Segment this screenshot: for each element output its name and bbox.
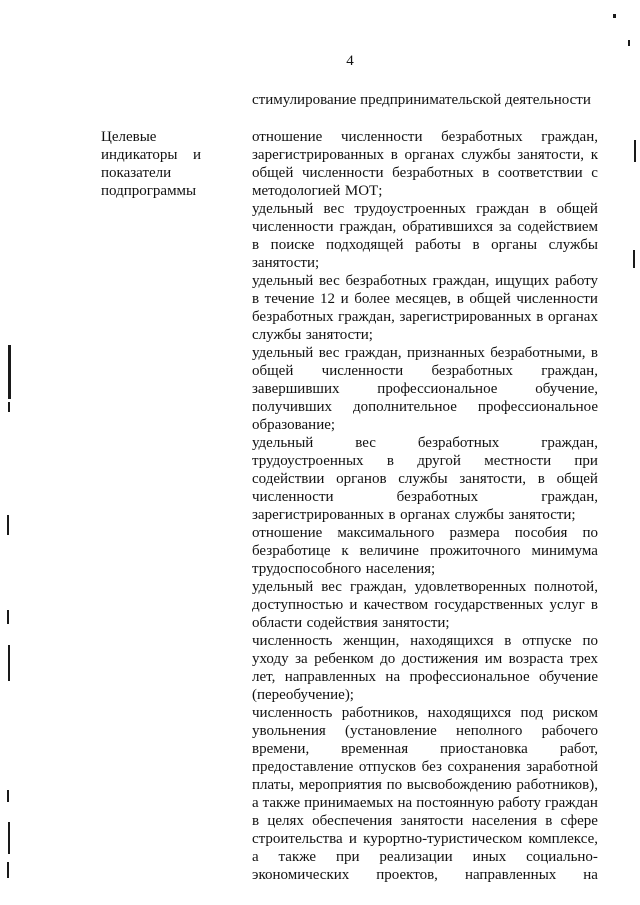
word: численности — [252, 219, 334, 235]
word: в — [456, 291, 464, 307]
word: граждан, — [541, 435, 598, 451]
text-line — [252, 722, 598, 740]
text-line — [252, 560, 598, 578]
word: с — [591, 165, 598, 181]
text-line — [252, 704, 598, 722]
word: реализации — [379, 849, 453, 865]
word: местности — [484, 453, 552, 469]
word: граждан, — [541, 489, 598, 505]
word: общей — [556, 471, 598, 487]
word: уходу — [252, 651, 289, 667]
word: лет, — [252, 669, 276, 685]
word: удельный — [252, 273, 314, 289]
word: приостановка — [440, 741, 528, 757]
word: получивших — [252, 399, 333, 415]
word: течение — [264, 291, 315, 307]
word: на — [385, 669, 401, 685]
word: обеспечения — [312, 813, 393, 829]
word: иных — [472, 849, 507, 865]
word: индикаторы — [101, 147, 178, 163]
word: направленных — [284, 669, 377, 685]
word: службы — [398, 471, 448, 487]
word: к — [590, 147, 598, 163]
word: в — [252, 813, 260, 829]
word: занятости; — [305, 327, 373, 343]
scan-mark — [8, 345, 11, 399]
word: зарегистрированных — [252, 147, 385, 163]
word: и — [192, 147, 201, 163]
word: занятости — [400, 813, 464, 829]
word: содействия — [306, 615, 378, 631]
word: безработных — [441, 129, 523, 145]
word: подпрограммы — [101, 183, 197, 199]
word: безработных — [396, 489, 479, 505]
word: населения; — [365, 561, 436, 577]
word: Целевые — [101, 129, 157, 145]
word: до — [380, 651, 396, 667]
word: удельный — [252, 345, 314, 361]
word: проектов, — [376, 867, 438, 883]
word: общей — [252, 363, 294, 379]
text-line — [252, 686, 598, 704]
word: отпуске — [522, 633, 572, 649]
word: в — [390, 147, 398, 163]
word: на — [583, 867, 598, 883]
text-line — [252, 452, 598, 470]
word: службы — [252, 327, 302, 343]
word: занятости, — [517, 147, 584, 163]
word: численности — [340, 129, 423, 145]
text-line — [252, 344, 598, 362]
word: вес — [355, 435, 376, 451]
word: находящихся — [427, 705, 512, 721]
word: строительства — [252, 831, 343, 847]
word: увольнения — [252, 723, 326, 739]
section-label-line — [101, 164, 201, 182]
word: в — [252, 291, 260, 307]
text-line — [252, 776, 598, 794]
word: возраста — [508, 651, 564, 667]
word: в — [539, 201, 547, 217]
word: постоянную — [416, 795, 494, 811]
text-line — [252, 866, 598, 884]
word: численности — [321, 363, 404, 379]
text-line — [252, 308, 598, 326]
word: предоставление — [252, 759, 354, 775]
word: в — [536, 309, 544, 325]
word: численность — [252, 705, 333, 721]
text-line — [252, 740, 598, 758]
word: 12 — [320, 291, 336, 307]
word: в — [504, 633, 512, 649]
word: безработных — [417, 435, 500, 451]
word: граждан, — [338, 309, 395, 325]
word: граждан, — [432, 273, 490, 289]
word: работу — [555, 273, 598, 289]
section-label-line — [101, 146, 201, 164]
word: безработных — [431, 363, 513, 379]
text-line — [252, 398, 598, 416]
word: рабочего — [541, 723, 598, 739]
word: курортно-туристическом — [363, 831, 523, 847]
word: государственных — [434, 597, 544, 613]
scan-mark — [633, 250, 635, 268]
text-line — [252, 218, 598, 236]
word: по — [386, 777, 403, 793]
word: соответствии — [497, 165, 583, 181]
word: МОТ; — [344, 183, 383, 199]
word: по — [582, 525, 598, 541]
word: по — [582, 633, 598, 649]
text-line — [252, 128, 598, 146]
word: численности — [301, 165, 384, 181]
word: максимального — [337, 525, 435, 541]
text-line — [252, 146, 598, 164]
word: высвобождению — [406, 777, 512, 793]
word: размера — [449, 525, 500, 541]
word: работников, — [341, 705, 419, 721]
word: граждан, — [541, 129, 598, 145]
word: удельный — [252, 579, 314, 595]
word: показатели — [101, 165, 172, 181]
text-line — [252, 434, 598, 452]
word: граждан — [544, 795, 598, 811]
word: в — [472, 237, 480, 253]
word: общей — [469, 291, 511, 307]
text-line — [252, 794, 598, 812]
word: в — [386, 453, 394, 469]
word: под — [520, 705, 544, 721]
word: безработных — [252, 309, 334, 325]
section-label-line — [101, 128, 201, 146]
word: временная — [341, 741, 409, 757]
word: профессиональное — [477, 399, 598, 415]
word: экономических — [252, 867, 350, 883]
word: сфере — [560, 813, 598, 829]
word: неполного — [456, 723, 523, 739]
word: службы — [548, 237, 598, 253]
word: признанных — [407, 345, 485, 361]
word: отношение — [252, 129, 323, 145]
text-line — [252, 164, 598, 182]
word: граждан, — [349, 579, 407, 595]
text-line — [252, 362, 598, 380]
word: мероприятия — [298, 777, 382, 793]
text-line — [252, 488, 598, 506]
word: зарегистрированных — [399, 309, 532, 325]
word: удельный — [252, 201, 314, 217]
word: величине — [359, 543, 419, 559]
word: населения — [471, 813, 537, 829]
word: обучение, — [535, 381, 598, 397]
word: достижения — [401, 651, 479, 667]
word: также — [278, 849, 317, 865]
word: профессиональное — [409, 669, 530, 685]
text-line — [252, 650, 598, 668]
word: заработной — [526, 759, 598, 775]
text-line — [252, 614, 598, 632]
word: к — [341, 543, 349, 559]
word: занятости, — [459, 471, 527, 487]
word: вес — [323, 201, 345, 217]
word: сохранения — [447, 759, 521, 775]
text-line — [252, 272, 598, 290]
text-line — [252, 758, 598, 776]
text-line — [252, 416, 598, 434]
word: качеством — [363, 597, 429, 613]
word: находящихся — [410, 633, 494, 649]
text-line — [252, 830, 598, 848]
word: риском — [552, 705, 598, 721]
word: и — [349, 597, 358, 613]
word: безработице — [252, 543, 331, 559]
word: в — [590, 345, 598, 361]
word: безработными, — [490, 345, 586, 361]
word: органах — [404, 147, 455, 163]
word: отношение — [252, 525, 323, 541]
scan-mark — [613, 14, 616, 18]
word: содействием — [517, 219, 598, 235]
word: общей — [252, 165, 294, 181]
word: социально- — [526, 849, 598, 865]
word: за — [498, 219, 512, 235]
continuation-line: стимулирование предпринимательской деятельности — [252, 92, 591, 108]
word: безработных — [345, 273, 427, 289]
scan-mark — [634, 140, 636, 162]
word: работников), — [516, 777, 598, 793]
word: ребенком — [314, 651, 374, 667]
word: услуг — [549, 597, 585, 613]
word: удовлетворенных — [414, 579, 527, 595]
word: поиске — [270, 237, 315, 253]
word: в — [252, 237, 260, 253]
word: дополнительное — [352, 399, 457, 415]
text-line — [252, 380, 598, 398]
word: в — [590, 597, 598, 613]
word: занятости; — [508, 507, 576, 523]
scan-mark — [7, 862, 9, 878]
word: а — [252, 849, 259, 865]
word: содействии — [252, 471, 325, 487]
word: занятости; — [382, 615, 450, 631]
word: граждан, — [344, 345, 402, 361]
word: завершивших — [252, 381, 340, 397]
scan-mark — [7, 790, 9, 802]
word: минимума — [531, 543, 598, 559]
word: численность — [252, 633, 333, 649]
word: трудоустроенных — [252, 453, 364, 469]
word: а — [252, 795, 259, 811]
text-line — [252, 524, 598, 542]
word: направленных — [464, 867, 557, 883]
scan-mark — [8, 822, 10, 854]
word: граждан, — [541, 363, 598, 379]
scan-mark — [7, 515, 9, 535]
word: органов — [336, 471, 387, 487]
scan-mark — [8, 402, 10, 412]
word: женщин, — [343, 633, 400, 649]
text-line — [252, 506, 598, 524]
text-line — [252, 290, 598, 308]
word: численности — [516, 291, 598, 307]
word: удельный — [252, 435, 314, 451]
word: общей — [556, 201, 598, 217]
word: при — [335, 849, 360, 865]
word: при — [574, 453, 598, 469]
word: службы — [454, 507, 504, 523]
text-line — [252, 470, 598, 488]
section-label-line — [101, 182, 201, 200]
word: работ, — [559, 741, 598, 757]
scan-mark — [7, 610, 9, 624]
word: на — [397, 795, 413, 811]
word: им — [484, 651, 503, 667]
word: (установление — [344, 723, 437, 739]
section-label — [101, 128, 201, 200]
text-line — [252, 200, 598, 218]
word: подходящей — [326, 237, 404, 253]
word: в — [537, 471, 545, 487]
word: комплексе, — [528, 831, 598, 847]
word: граждан — [476, 201, 530, 217]
scan-mark — [628, 40, 630, 46]
word: безработных — [392, 165, 474, 181]
word: органы — [491, 237, 538, 253]
word: трудоустроенных — [354, 201, 466, 217]
word: численности — [252, 489, 334, 505]
word: за — [295, 651, 308, 667]
word: доступностью — [252, 597, 344, 613]
word: принимаемых — [304, 795, 394, 811]
word: платы, — [252, 777, 295, 793]
text-line — [252, 632, 598, 650]
text-line — [252, 578, 598, 596]
word: (переобучение); — [252, 687, 354, 703]
text-line — [252, 542, 598, 560]
word: вес — [319, 273, 340, 289]
word: работы — [415, 237, 461, 253]
word: обратившихся — [402, 219, 493, 235]
word: в — [388, 507, 396, 523]
page-number: 4 — [346, 53, 354, 69]
word: и — [340, 291, 349, 307]
word: в — [545, 813, 553, 829]
text-line — [252, 326, 598, 344]
text-line — [252, 848, 598, 866]
word: также — [262, 795, 301, 811]
word: образование; — [252, 417, 336, 433]
word: отпусков — [358, 759, 417, 775]
text-line — [252, 254, 598, 272]
word: службы — [461, 147, 511, 163]
word: органах — [400, 507, 451, 523]
text-line — [252, 182, 598, 200]
word: работу — [497, 795, 541, 811]
word: зарегистрированных — [252, 507, 385, 523]
word: методологией — [252, 183, 341, 199]
word: граждан, — [339, 219, 397, 235]
word: прожиточного — [429, 543, 521, 559]
scan-mark — [8, 645, 10, 681]
indicators-text — [252, 128, 598, 884]
word: месяцев, — [395, 291, 452, 307]
word: обучение — [539, 669, 598, 685]
word: органах — [547, 309, 598, 325]
word: трудоспособного — [252, 561, 362, 577]
word: и — [348, 831, 357, 847]
word: другой — [417, 453, 461, 469]
word: более — [354, 291, 390, 307]
word: вес — [321, 579, 342, 595]
word: времени, — [252, 741, 310, 757]
word: вес — [318, 345, 340, 361]
word: пособия — [514, 525, 568, 541]
word: полнотой, — [534, 579, 598, 595]
word: занятости; — [252, 255, 320, 271]
word: профессиональное — [377, 381, 498, 397]
word: трех — [569, 651, 598, 667]
text-line — [252, 236, 598, 254]
text-line — [252, 668, 598, 686]
text-line — [252, 596, 598, 614]
text-line — [252, 812, 598, 830]
word: без — [421, 759, 442, 775]
word: в — [482, 165, 490, 181]
word: ищущих — [495, 273, 550, 289]
word: целях — [267, 813, 304, 829]
word: области — [252, 615, 303, 631]
